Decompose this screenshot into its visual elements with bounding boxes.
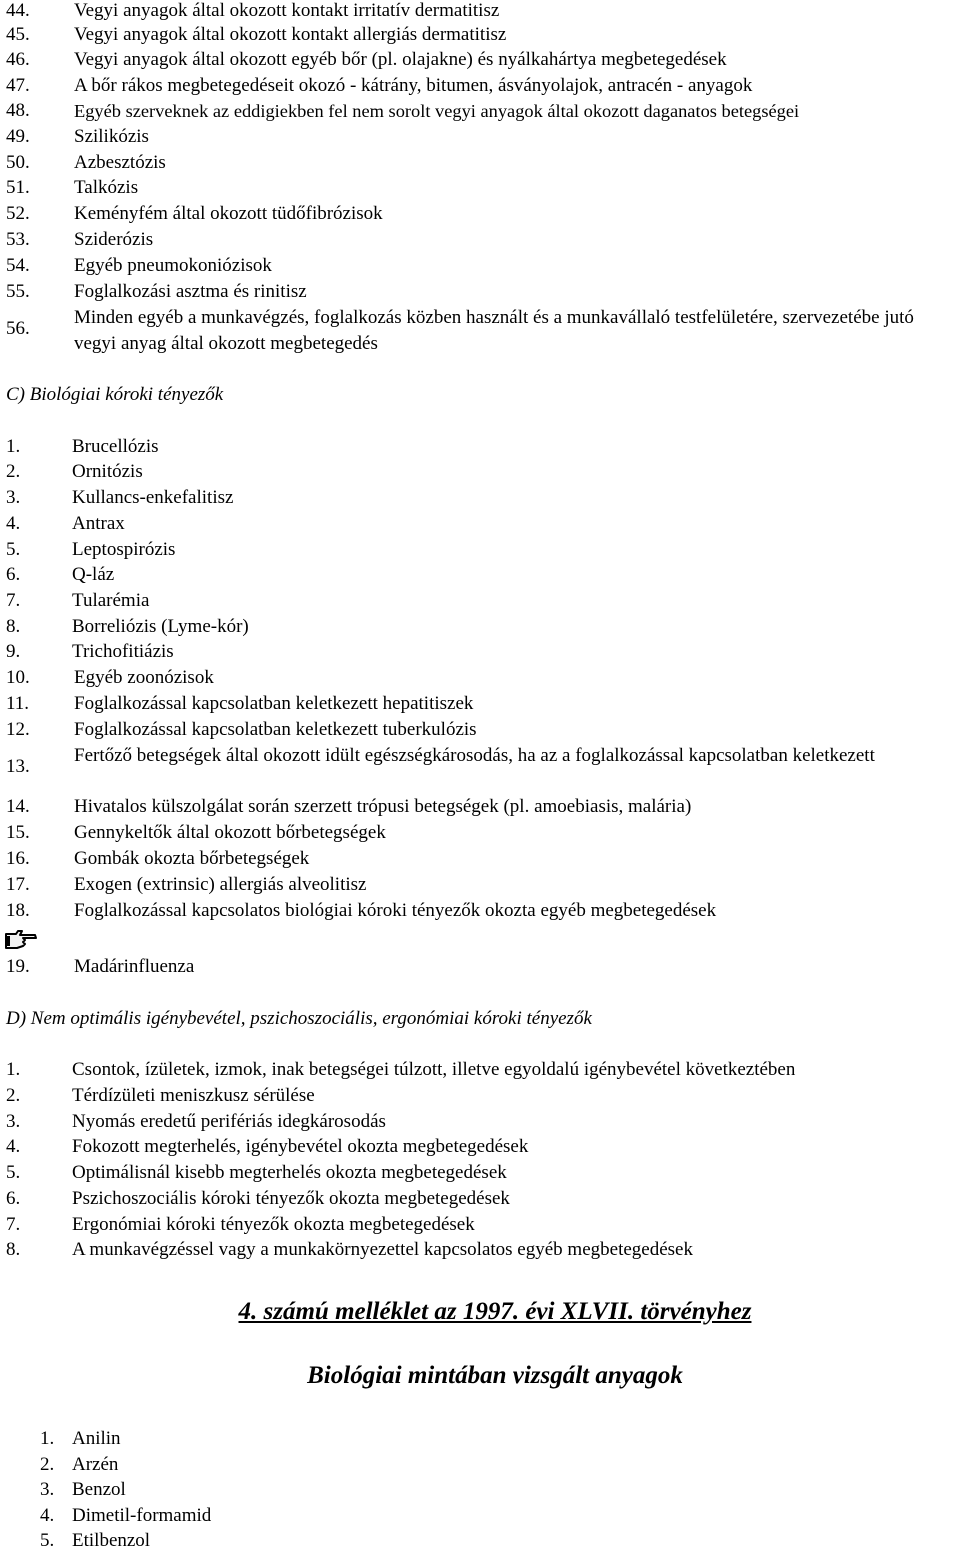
section-d-heading: D) Nem optimális igénybevétel, pszichoszociális, ergonómiai kóroki tényezők (6, 1008, 592, 1029)
annex-title: 4. számú melléklet az 1997. évi XLVII. törvényhez (238, 1298, 752, 1325)
section-c-heading: C) Biológiai kóroki tényezők (6, 384, 224, 405)
annex-subtitle: Biológiai mintában vizsgált anyagok (307, 1362, 683, 1389)
pointing-hand-icon (4, 928, 38, 952)
